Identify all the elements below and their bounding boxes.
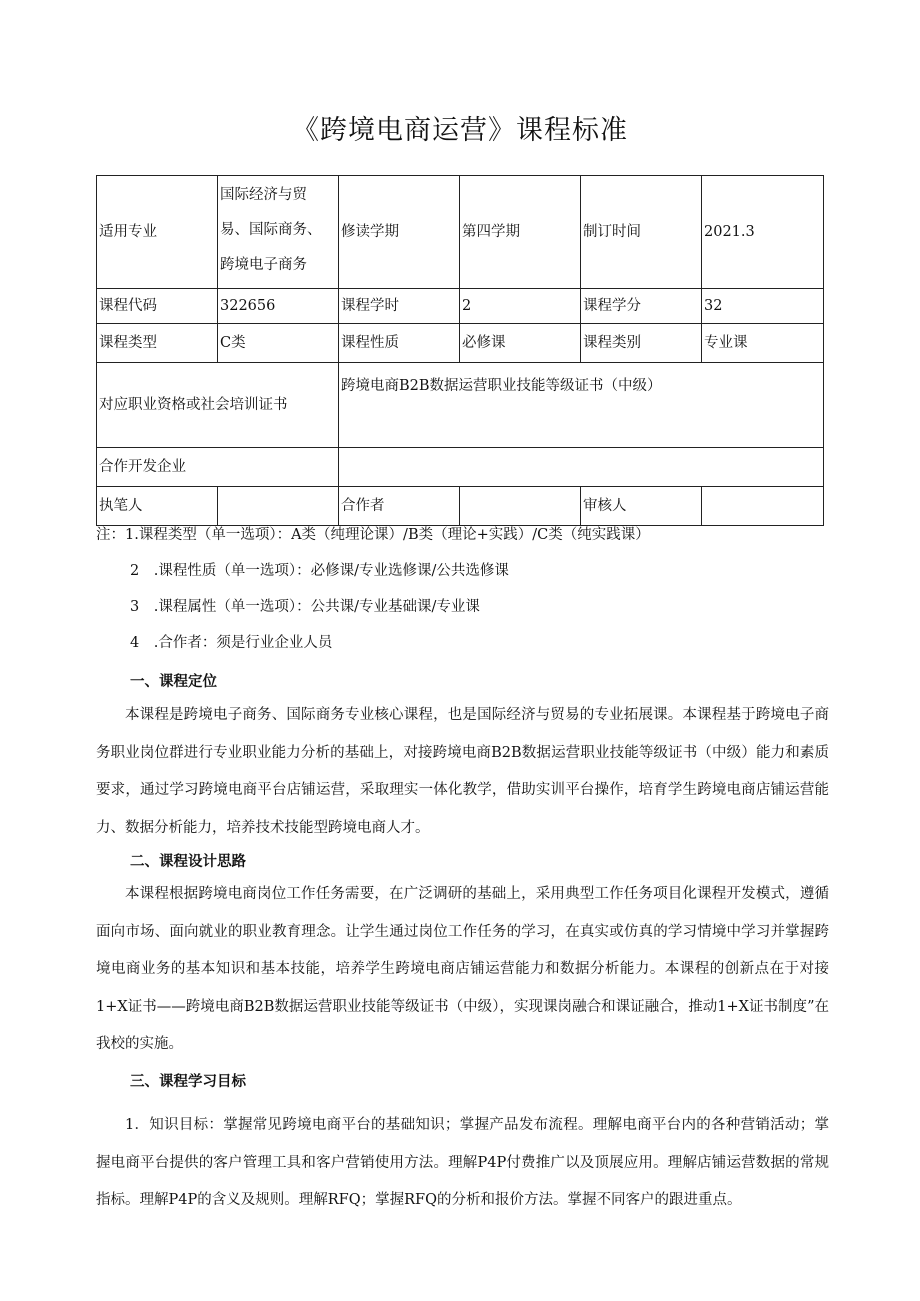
section-heading: 三、课程学习目标 <box>130 1074 246 1090</box>
table-row <box>97 487 824 526</box>
table-row <box>97 324 824 363</box>
label-date: 制订时间 <box>581 176 702 289</box>
section-heading: 一、课程定位 <box>130 674 217 690</box>
value-code: 322656 <box>218 289 339 324</box>
table-row <box>97 176 824 289</box>
label-nature: 课程性质 <box>339 324 460 363</box>
value-partner <box>460 487 581 526</box>
label-semester: 修读学期 <box>339 176 460 289</box>
value-type: C类 <box>218 324 339 363</box>
section-heading: 二、课程设计思路 <box>130 854 246 870</box>
label-partner: 合作者 <box>339 487 460 526</box>
course-info-table <box>96 175 824 526</box>
value-date: 2021.3 <box>702 176 824 289</box>
value-category: 专业课 <box>702 324 824 363</box>
paragraph: 本课程是跨境电子商务、国际商务专业核心课程，也是国际经济与贸易的专业拓展课。本课程基于跨境电子商务职业岗位群进行专业职业能力分析的基础上，对接跨境电商B2B数据运营职业技能等级证书（中级）能力和素质要求，通过学习跨境电商平台店铺运营，采取理实一体化教学，借助实训平台操作，培育学生跨境电商店铺运营能力、数据分析能力，培养技术技能型跨境电商人才。 <box>96 707 829 836</box>
note-item: 注：1.课程类型（单一选项）：A类（纯理论课）/B类（理论+实践）/C类（纯实践课） <box>96 527 650 543</box>
section-body <box>96 876 829 1064</box>
value-writer <box>218 487 339 526</box>
value-nature: 必修课 <box>460 324 581 363</box>
value-credits: 32 <box>702 289 824 324</box>
page-title: 《跨境电商运营》课程标准 <box>292 115 628 146</box>
section-body <box>96 697 829 847</box>
label-writer: 执笔人 <box>97 487 218 526</box>
paragraph: 本课程根据跨境电商岗位工作任务需要，在广泛调研的基础上，采用典型工作任务项目化课程开发模式，遵循面向市场、面向就业的职业教育理念。让学生通过岗位工作任务的学习，在真实或仿真的学习情境中学习并掌握跨境电商业务的基本知识和基本技能，培养学生跨境电商店铺运营能力和数据分析能力。本课程的创新点在于对接1+X证书——跨境电商B2B数据运营职业技能等级证书（中级），实现课岗融合和课证融合，推动1+X证书制度”在我校的实施。 <box>96 886 829 1052</box>
table-row <box>97 363 824 448</box>
label-category: 课程类别 <box>581 324 702 363</box>
paragraph: 1．知识目标：掌握常见跨境电商平台的基础知识；掌握产品发布流程。理解电商平台内的各种营销活动；掌握电商平台提供的客户管理工具和客户营销使用方法。理解P4P付费推广以及顶展应用。理解店铺运营数据的常规指标。理解P4P的含义及规则。理解RFQ；掌握RFQ的分析和报价方法。掌握不同客户的跟进重点。 <box>96 1117 829 1208</box>
value-certificate: 跨境电商B2B数据运营职业技能等级证书（中级） <box>339 363 824 448</box>
value-major <box>218 176 339 289</box>
major-line: 易、国际商务、 <box>220 222 322 238</box>
label-code: 课程代码 <box>97 289 218 324</box>
label-enterprise: 合作开发企业 <box>97 448 339 487</box>
table-row <box>97 289 824 324</box>
major-line: 跨境电子商务 <box>220 257 307 273</box>
label-hours: 课程学时 <box>339 289 460 324</box>
note-item: 3 .课程属性（单一选项）：公共课/专业基础课/专业课 <box>130 599 480 615</box>
table-row <box>97 448 824 487</box>
label-type: 课程类型 <box>97 324 218 363</box>
major-line: 国际经济与贸 <box>220 187 307 203</box>
value-reviewer <box>702 487 824 526</box>
value-hours: 2 <box>460 289 581 324</box>
note-item: 4 .合作者：须是行业企业人员 <box>130 635 333 651</box>
label-certificate: 对应职业资格或社会培训证书 <box>97 363 339 448</box>
value-enterprise <box>339 448 824 487</box>
label-reviewer: 审核人 <box>581 487 702 526</box>
label-credits: 课程学分 <box>581 289 702 324</box>
section-body <box>96 1107 829 1220</box>
note-item: 2 .课程性质（单一选项）：必修课/专业选修课/公共选修课 <box>130 563 509 579</box>
value-semester: 第四学期 <box>460 176 581 289</box>
label-major: 适用专业 <box>97 176 218 289</box>
